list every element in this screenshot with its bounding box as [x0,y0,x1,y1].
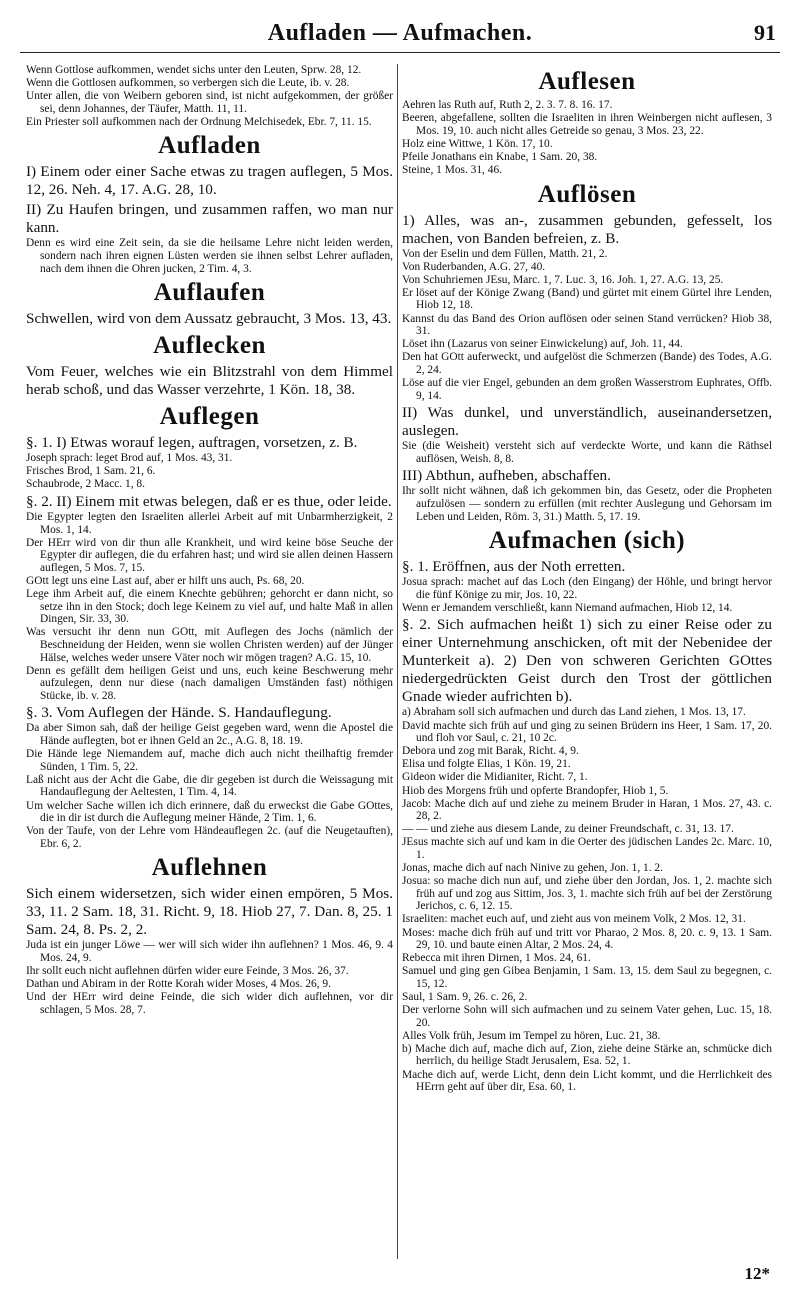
citation-line: Löset ihn (Lazarus von seiner Einwickelung) auf, Joh. 11, 44. [402,338,683,351]
citation-line: — — und ziehe aus diesem Lande, zu deiner Freundschaft, c. 31, 13. 17. [402,823,734,836]
citation-line: a) Abraham soll sich aufmachen und durch das Land ziehen, 1 Mos. 13, 17. [402,706,746,719]
citation-line: Denn es gefällt dem heiligen Geist und uns, euch keine Beschwerung mehr aufzulegen, denn nur diese (nach damaligen Umständen fast) nöthigen Stücke, ib. v. 28. [26,664,393,702]
definition-paragraph: 1) Alles, was an-, zusammen gebunden, gefesselt, los machen, von Banden befreien, z. B. [402,211,772,247]
citation-line: David machte sich früh auf und ging zu seinen Brüdern ins Heer, 1 Sam. 17, 20. und floh vor Saul, c. 21, 10 2c. [402,719,772,745]
column-divider [397,64,398,1259]
citation-line: Der verlorne Sohn will sich aufmachen und zu seinem Vater gehen, Luc. 15, 18. 20. [402,1004,772,1029]
citation-line: Da aber Simon sah, daß der heilige Geist gegeben ward, wenn die Apostel die Hände auflegten, bot er ihnen Geld an 2c., A.G. 8, 18. 19. [26,722,393,748]
definition-paragraph: Sich einem widersetzen, sich wider einen empören, 5 Mos. 33, 11. 2 Sam. 18, 31. Richt. 9, 18. Hiob 27, 7. Dan. 8, 25. 1 Sam. 24, 8. Ps. 2, 2. [26,885,393,939]
citation-line: Dathan und Abiram in der Rotte Korah wider Moses, 4 Mos. 26, 9. [26,978,331,991]
citation-line: Hiob des Morgens früh und opferte Brandopfer, Hiob 1, 5. [402,784,669,797]
running-title: Aufladen — Aufmachen. [267,20,533,46]
citation-line: Debora und zog mit Barak, Richt. 4, 9. [402,745,579,758]
citation-line: Josua: so mache dich nun auf, und ziehe über den Jordan, Jos. 1, 2. machte sich früh auf und zog aus Sittim, Jos. 3, 1. machte sich früh auf bei der Zerstörung Jerichos, c. 6, 12. 15. [402,875,772,913]
citation-line: Josua sprach: machet auf das Loch (den Eingang) der Höhle, und bringt hervor die fünf Könige zu mir, Jos. 10, 22. [402,576,772,601]
citation-line: Schaubrode, 2 Macc. 1, 8. [26,478,145,491]
entry-heading: Auflösen [537,180,637,208]
definition-paragraph: II) Was dunkel, und unverständlich, auseinandersetzen, auslegen. [402,404,772,440]
citation-line: Samuel und ging gen Gibea Benjamin, 1 Sam. 13, 15. dem Saul zu begegnen, c. 15, 12. [402,965,772,990]
citation-line: Denn es wird eine Zeit sein, da sie die heilsame Lehre nicht leiden werden, sondern nach ihren eignen Lüsten werden sie ihnen selbst Lehrer aufladen, nach dem ihnen die Ohren jucken, 2 Tim. 4, 3. [26,237,393,275]
definition-paragraph: III) Abthun, aufheben, abschaffen. [402,467,611,485]
citation-line: Beeren, abgefallene, sollten die Israeliten in ihren Weinbergen nicht auflesen, 3 Mos. 19, 10. auch nicht alles Getreide so genau, 3 Mos. 23, 22. [402,112,772,137]
citation-line: Unter allen, die von Weibern geboren sind, ist nicht aufgekommen, der größer sei, denn Johannes, der Täufer, Matth. 11, 11. [26,90,393,115]
citation-line: Rebecca mit ihren Dirnen, 1 Mos. 24, 61. [402,952,591,965]
definition-paragraph: Vom Feuer, welches wie ein Blitzstrahl von dem Himmel herab schoß, und das Wasser verzehrte, 1 Kön. 18, 38. [26,363,393,399]
definition-paragraph: II) Zu Haufen bringen, und zusammen raffen, wo man nur kann. [26,201,393,237]
citation-line: Kannst du das Band des Orion auflösen oder seinen Stand verrücken? Hiob 38, 31. [402,312,772,338]
entry-heading: Aufladen [158,132,261,160]
citation-line: Steine, 1 Mos. 31, 46. [402,163,502,176]
citation-line: Von Ruderbanden, A.G. 27, 40. [402,260,546,273]
citation-line: Er löset auf der Könige Zwang (Band) und gürtet mit einem Gürtel ihre Lenden, Hiob 12, 18. [402,286,772,312]
entry-heading: Auflaufen [153,279,266,307]
citation-line: Gideon wider die Midianiter, Richt. 7, 1. [402,771,588,784]
citation-line: Jacob: Mache dich auf und ziehe zu meinem Bruder in Haran, 1 Mos. 27, 43. c. 28, 2. [402,797,772,823]
citation-line: Von der Eselin und dem Füllen, Matth. 21, 2. [402,247,608,260]
citation-line: Aehren las Ruth auf, Ruth 2, 2. 3. 7. 8. 16. 17. [402,99,613,111]
page-number: 91 [754,20,776,45]
entry-heading: Aufmachen (sich) [488,527,686,555]
definition-paragraph: §. 2. Sich aufmachen heißt 1) sich zu einer Reise oder zu einer Unternehmung anschicken, oft mit der Nebenidee der Munterkeit a). 2) Den von schweren Gerichten GOttes niedergedrückten Geist durch den Trost der göttlichen Gnade wieder aufrichten b). [402,616,772,706]
definition-paragraph: I) Einem oder einer Sache etwas zu tragen auflegen, 5 Mos. 12, 26. Neh. 4, 17. A.G. 28, 10. [26,163,393,199]
right-column [402,64,772,1274]
citation-line: Moses: mache dich früh auf und tritt vor Pharao, 2 Mos. 8, 20. c. 9, 13. 1 Sam. 29, 10. und baute einen Altar, 2 Mos. 24, 4. [402,926,772,952]
definition-paragraph: §. 1. Eröffnen, aus der Noth erretten. [402,558,626,576]
citation-line: Juda ist ein junger Löwe — wer will sich wider ihn auflehnen? 1 Mos. 46, 9. 4 Mos. 24, 9. [26,939,393,964]
citation-line: Elisa und folgte Elias, 1 Kön. 19, 21. [402,758,571,771]
citation-line: Pfeile Jonathans ein Knabe, 1 Sam. 20, 38. [402,150,598,163]
entry-heading: Auflehnen [151,854,268,882]
citation-line: Joseph sprach: leget Brod auf, 1 Mos. 43, 31. [26,452,233,465]
citation-line: Ein Priester soll aufkommen nach der Ordnung Melchisedek, Ebr. 7, 11. 15. [26,115,372,128]
entry-heading: Auflecken [153,332,266,360]
citation-line: Holz eine Wittwe, 1 Kön. 17, 10. [402,137,553,150]
citation-line: Saul, 1 Sam. 9, 26. c. 26, 2. [402,991,528,1003]
citation-line: Von der Taufe, von der Lehre vom Händeauflegen 2c. (auf die Neugetauften), Ebr. 6, 2. [26,825,393,850]
citation-line: Die Egypter legten den Israeliten allerlei Arbeit auf mit Unbarmherzigkeit, 2 Mos. 1, 14. [26,511,393,536]
citation-line: Löse auf die vier Engel, gebunden an dem großen Wasserstrom Euphrates, Offb. 9, 14. [402,377,772,402]
citation-line: Wenn Gottlose aufkommen, wendet sichs unter den Leuten, Sprw. 28, 12. [26,64,362,76]
definition-paragraph: §. 1. I) Etwas worauf legen, auftragen, vorsetzen, z. B. [26,434,358,452]
citation-line: JEsus machte sich auf und kam in die Oerter des jüdischen Landes 2c. Marc. 10, 1. [402,836,772,861]
citation-line: Laß nicht aus der Acht die Gabe, die dir gegeben ist durch die Weissagung mit Handauflegung der Aeltesten, 1 Tim. 4, 14. [26,773,393,799]
citation-line: Was versucht ihr denn nun GOtt, mit Auflegen des Jochs (nämlich der Beschneidung der Heiden, wenn sie wollen Christen werden) auf der Jünger Hälse, welches weder unsere Väter noch wir mögen tragen? A.G. 15, 10. [26,626,393,664]
page-header [20,12,780,53]
entry-heading: Auflegen [159,403,260,431]
citation-line: GOtt legt uns eine Last auf, aber er hilft uns auch, Ps. 68, 20. [26,575,305,587]
citation-line: Von Schuhriemen JEsu, Marc. 1, 7. Luc. 3, 16. Joh. 1, 27. A.G. 13, 25. [402,273,724,286]
citation-line: Sie (die Weisheit) versteht sich auf verdeckte Worte, und kann die Räthsel auflösen, Weish. 8, 8. [402,440,772,465]
definition-paragraph: §. 2. II) Einem mit etwas belegen, daß er es thue, oder leide. [26,493,392,511]
citation-line: Wenn er Jemandem verschließt, kann Niemand aufmachen, Hiob 12, 14. [402,601,733,614]
citation-line: Ihr sollt nicht wähnen, daß ich gekommen bin, das Gesetz, oder die Propheten aufzulösen — sondern zu erfüllen (mit rechter Auslegung und Gehorsam im Leben und Leiden, Röm. 3, 31.) Matth. 5, 17. 19. [402,485,772,523]
left-column [26,64,393,1274]
citation-line: Jonas, mache dich auf nach Ninive zu gehen, Jon. 1, 1. 2. [402,862,663,875]
citation-line: Und der HErr wird deine Feinde, die sich wider dich auflehnen, vor dir schlagen, 5 Mos. 28, 7. [26,991,393,1016]
entry-heading: Auflesen [538,68,636,95]
citation-line: b) Mache dich auf, mache dich auf, Zion, ziehe deine Stärke an, schmücke dich herrlich, du heilige Stadt Jerusalem, Esa. 52, 1. [402,1042,772,1068]
citation-line: Mache dich auf, werde Licht, denn dein Licht kommt, und die Herrlichkeit des HErrn geht auf über dir, Esa. 60, 1. [402,1068,772,1094]
definition-paragraph: §. 3. Vom Auflegen der Hände. S. Handauflegung. [26,704,332,722]
citation-line: Wenn die Gottlosen aufkommen, so verbergen sich die Leute, ib. v. 28. [26,77,350,90]
definition-paragraph: Schwellen, wird von dem Aussatz gebraucht, 3 Mos. 13, 43. [26,310,392,328]
citation-line: Frisches Brod, 1 Sam. 21, 6. [26,465,156,478]
citation-line: Der HErr wird von dir thun alle Krankheit, und wird keine böse Seuche der Egypter dir auflegen, die du erfahren hast; und wird sie allen deinen Hassern auflegen, 5 Mos. 7, 15. [26,536,393,574]
signature-mark: 12* [744,1264,770,1283]
citation-line: Um welcher Sache willen ich dich erinnere, daß du erweckst die Gabe GOttes, die in dir ist durch die Auflegung meiner Hände, 2 Tim. 1, 6. [26,799,393,825]
citation-line: Ihr sollt euch nicht auflehnen dürfen wider eure Feinde, 3 Mos. 26, 37. [26,965,349,978]
citation-line: Die Hände lege Niemandem auf, mache dich auch nicht theilhaftig fremder Sünden, 1 Tim. 5, 22. [26,748,393,773]
citation-line: Israeliten: machet euch auf, und zieht aus von meinem Volk, 2 Mos. 12, 31. [402,913,746,926]
citation-line: Lege ihm Arbeit auf, die einem Knechte gebühren; gehorcht er dann nicht, so setze ihn in den Stock; doch lege Keinem zu viel auf, und halte Maß in allen Dingen, Sir. 33, 30. [26,588,393,626]
citation-line: Den hat GOtt auferweckt, und aufgelöst die Schmerzen (Bande) des Todes, A.G. 2, 24. [402,351,772,376]
citation-line: Alles Volk früh, Jesum im Tempel zu hören, Luc. 21, 38. [402,1029,661,1042]
